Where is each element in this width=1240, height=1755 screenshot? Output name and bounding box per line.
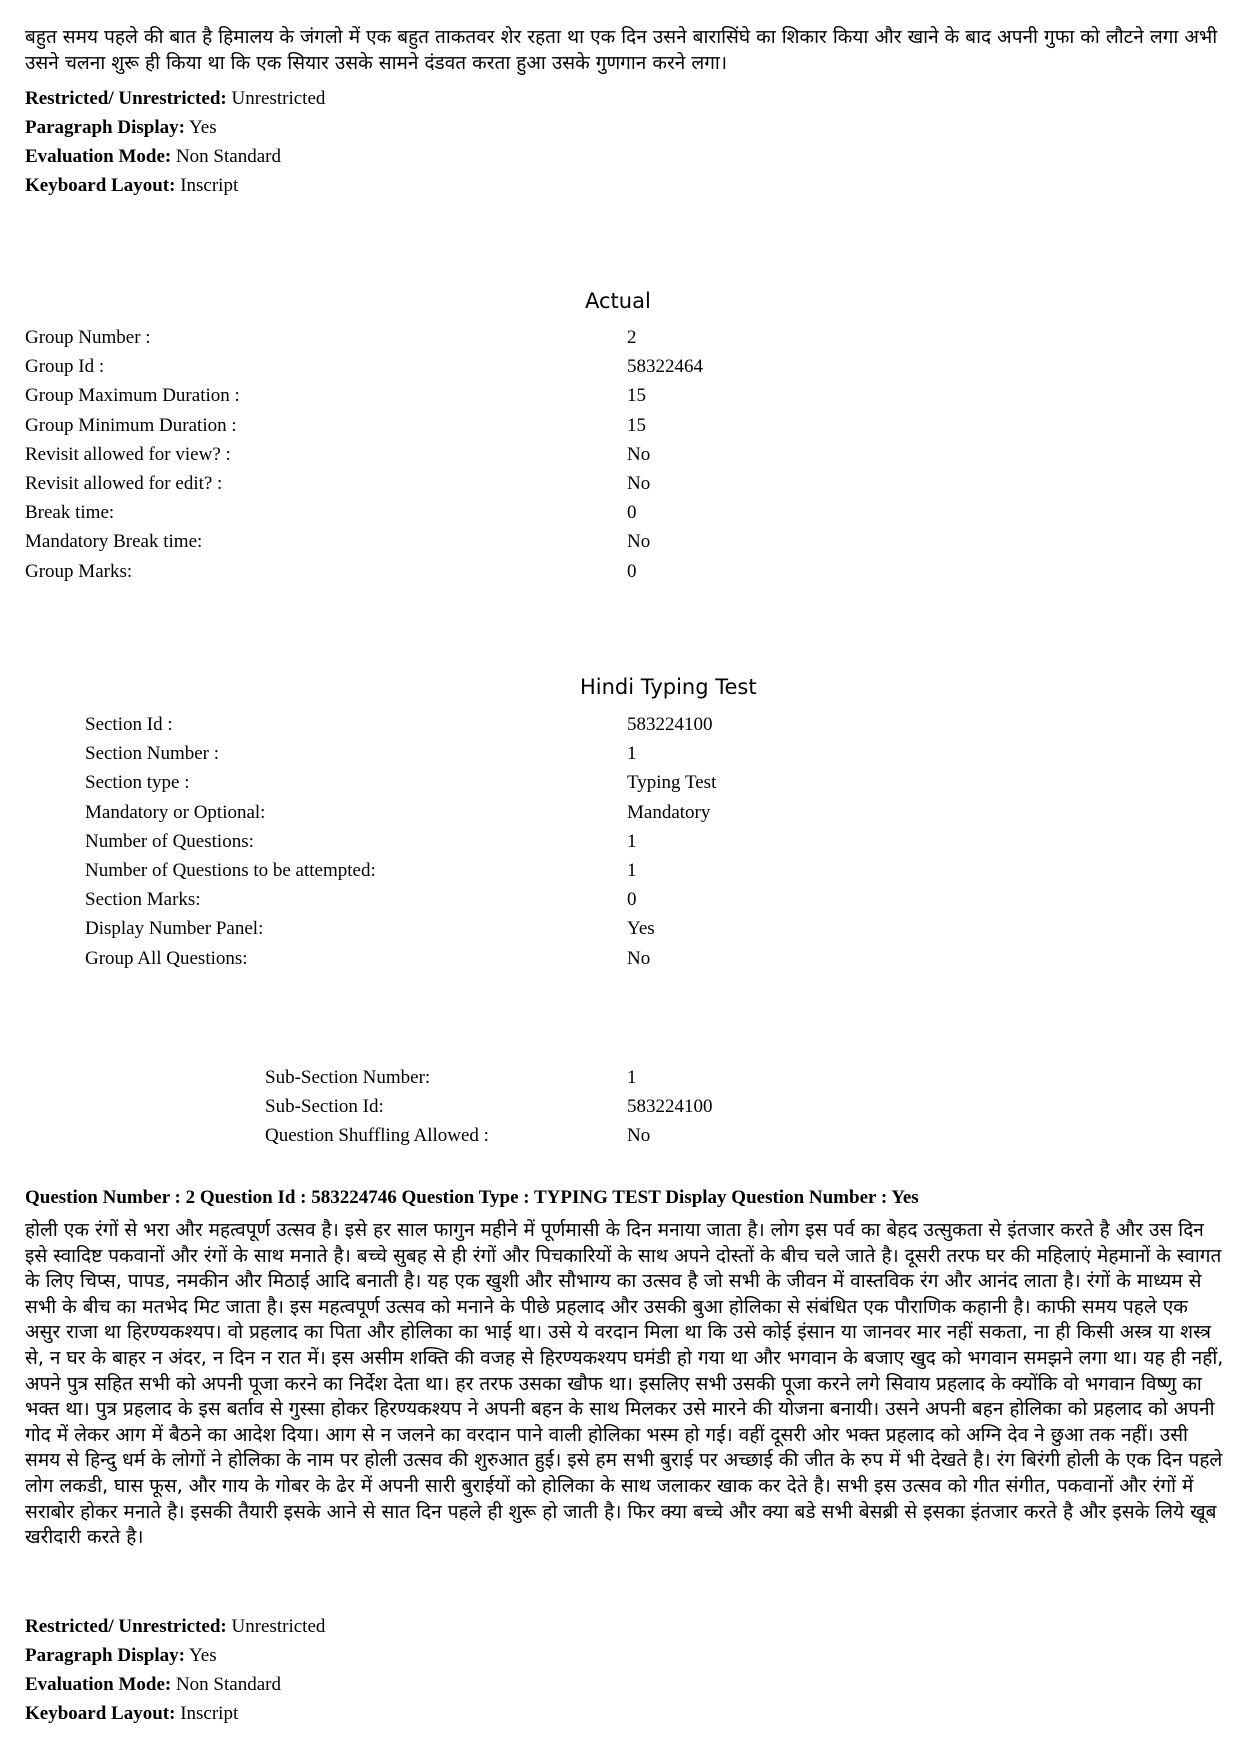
table-row: Group Number : 2 [25,327,637,348]
table-row: Revisit allowed for edit? : No [25,472,651,494]
group-table [25,323,1125,586]
table-row: Revisit allowed for view? : No [25,443,651,465]
question-header: Question Number : 2 Question Id : 583224746 Question Type : TYPING TEST Display Question Number : Yes [25,1187,919,1208]
passage-paragraph: बहुत समय पहले की बात है हिमालय के जंगलो में एक बहुत ताकतवर शेर रहता था एक दिन उसने बारासिंघे का शिकार किया और खाने के बाद अपनी गुफा को लौटने लगा अभी उसने चलना शुरू ही किया था कि एक सियार उसके सामने दंडवत करता हुआ उसके गुणगान करने लगा। [25,26,1218,74]
meta-row-paragraph-display: Paragraph Display: Yes [25,1645,217,1666]
meta-row-evaluation-mode: Evaluation Mode: Non Standard [25,146,281,167]
table-row: Group Minimum Duration : 15 [25,414,646,436]
group-title: Actual [585,289,651,313]
table-row: Number of Questions to be attempted: 1 [85,859,637,881]
meta-block-top [25,84,625,200]
section-table [85,710,1185,973]
table-row: Display Number Panel: Yes [85,918,655,940]
question-paragraph: होली एक रंगों से भरा और महत्वपूर्ण उत्सव है। इसे हर साल फागुन महीने में पूर्णमासी के दिन मनाया जाता है। लोग इस पर्व का बेहद उत्सुकता से इंतजार करते है और उस दिन इसे स्वादिष्ट पकवानों और रंगों के साथ मनाते है। बच्चे सुबह से ही रंगों और पिचकारियों के साथ अपने दोस्तों के बीच चले जाते है। दूसरी तरफ घर की महिलाएं मेहमानों के स्वागत के लिए चिप्स, पापड, नमकीन और मिठाई आदि बनाती है। यह एक खुशी और सौभाग्य का उत्सव है जो सभी के जीवन में वास्तविक रंग और आनंद लाता है। रंगों के माध्यम से सभी के बीच का मतभेद मिट जाता है। इस महत्वपूर्ण उत्सव को मनाने के पीछे प्रहलाद और उसकी बुआ होलिका से संबंधित एक पौराणिक कहानी है। काफी समय पहले एक असुर राजा था हिरण्यकश्यप। वो प्रहलाद का पिता और होलिका का भाई था। उसे ये वरदान मिला था कि उसे कोई इंसान या जानवर मार नहीं सकता, ना ही किसी अस्त्र या शस्त्र से, न घर के बाहर न अंदर, न दिन न रात में। इस असीम शक्ति की वजह से हिरण्यकश्यप घमंडी हो गया था और भगवान के बजाए खुद को भगवान समझने लगा था। यह ही नहीं, अपने पुत्र सहित सभी को अपनी पूजा करने का निर्देश देता था। हर तरफ उसका खौफ था। इसलिए सभी उसकी पूजा करने लगे सिवाय प्रहलाद के क्योंकि वो भगवान विष्णु का भक्त था। पुत्र प्रहलाद के इस बर्ताव से गुस्सा होकर हिरण्यकश्यप ने अपनी बहन के साथ मिलकर उसे मारने की योजना बनायी। उसने अपनी बहन होलिका को प्रहलाद को अपनी गोद में लेकर आग में बैठने का आदेश दिया। आग से न जलने का वरदान पाने वाली होलिका भस्म हो गई। वहीं दूसरी ओर भक्त प्रहलाद को अग्नि देव ने छुआ तक नहीं। उसी समय से हिन्दु धर्म के लोगों ने होलिका के नाम पर होली उत्सव की शुरुआत हुई। इसे हम सभी बुराई पर अच्छाई की जीत के रुप में भी देखते है। रंग बिरंगी होली के एक दिन पहले लोग लकडी, घास फूस, और गाय के गोबर के ढेर में अपनी सारी बुराईयों को होलिका के साथ जलाकर खाक कर देते है। सभी इस उत्सव को गीत संगीत, पकवानों और रंगों में सराबोर होकर मनाते है। इसकी तैयारी इसके आने से सात दिन पहले ही शुरू हो जाती है। फिर क्या बच्चे और क्या बडे सभी बेसब्री से इसका इंतजार करते है और इसके लिये खूब खरीदारी करते है। [25,1219,1224,1549]
meta-row-restricted: Restricted/ Unrestricted: Unrestricted [25,88,326,109]
meta-row-keyboard-layout: Keyboard Layout: Inscript [25,1703,239,1724]
table-row: Sub-Section Number: 1 [265,1067,637,1088]
table-row: Mandatory or Optional: Mandatory [85,801,711,823]
table-row: Group Maximum Duration : 15 [25,385,646,407]
meta-row-evaluation-mode: Evaluation Mode: Non Standard [25,1674,281,1695]
meta-row-keyboard-layout: Keyboard Layout: Inscript [25,175,239,196]
subsection-table [265,1063,1165,1151]
meta-row-paragraph-display: Paragraph Display: Yes [25,117,217,138]
table-row: Mandatory Break time: No [25,531,651,553]
table-row: Section Number : 1 [85,743,637,765]
meta-block-bottom [25,1612,625,1728]
meta-row-restricted: Restricted/ Unrestricted: Unrestricted [25,1616,326,1637]
table-row: Number of Questions: 1 [85,830,637,852]
table-row: Section type : Typing Test [85,772,717,794]
section-title: Hindi Typing Test [580,675,757,699]
table-row: Group Id : 58322464 [25,356,703,378]
table-row: Section Marks: 0 [85,889,637,911]
table-row: Group All Questions: No [85,947,651,969]
table-row: Section Id : 583224100 [85,714,713,735]
table-row: Group Marks: 0 [25,560,637,582]
table-row: Break time: 0 [25,502,637,524]
table-row: Sub-Section Id: 583224100 [265,1096,713,1118]
table-row: Question Shuffling Allowed : No [265,1125,651,1147]
